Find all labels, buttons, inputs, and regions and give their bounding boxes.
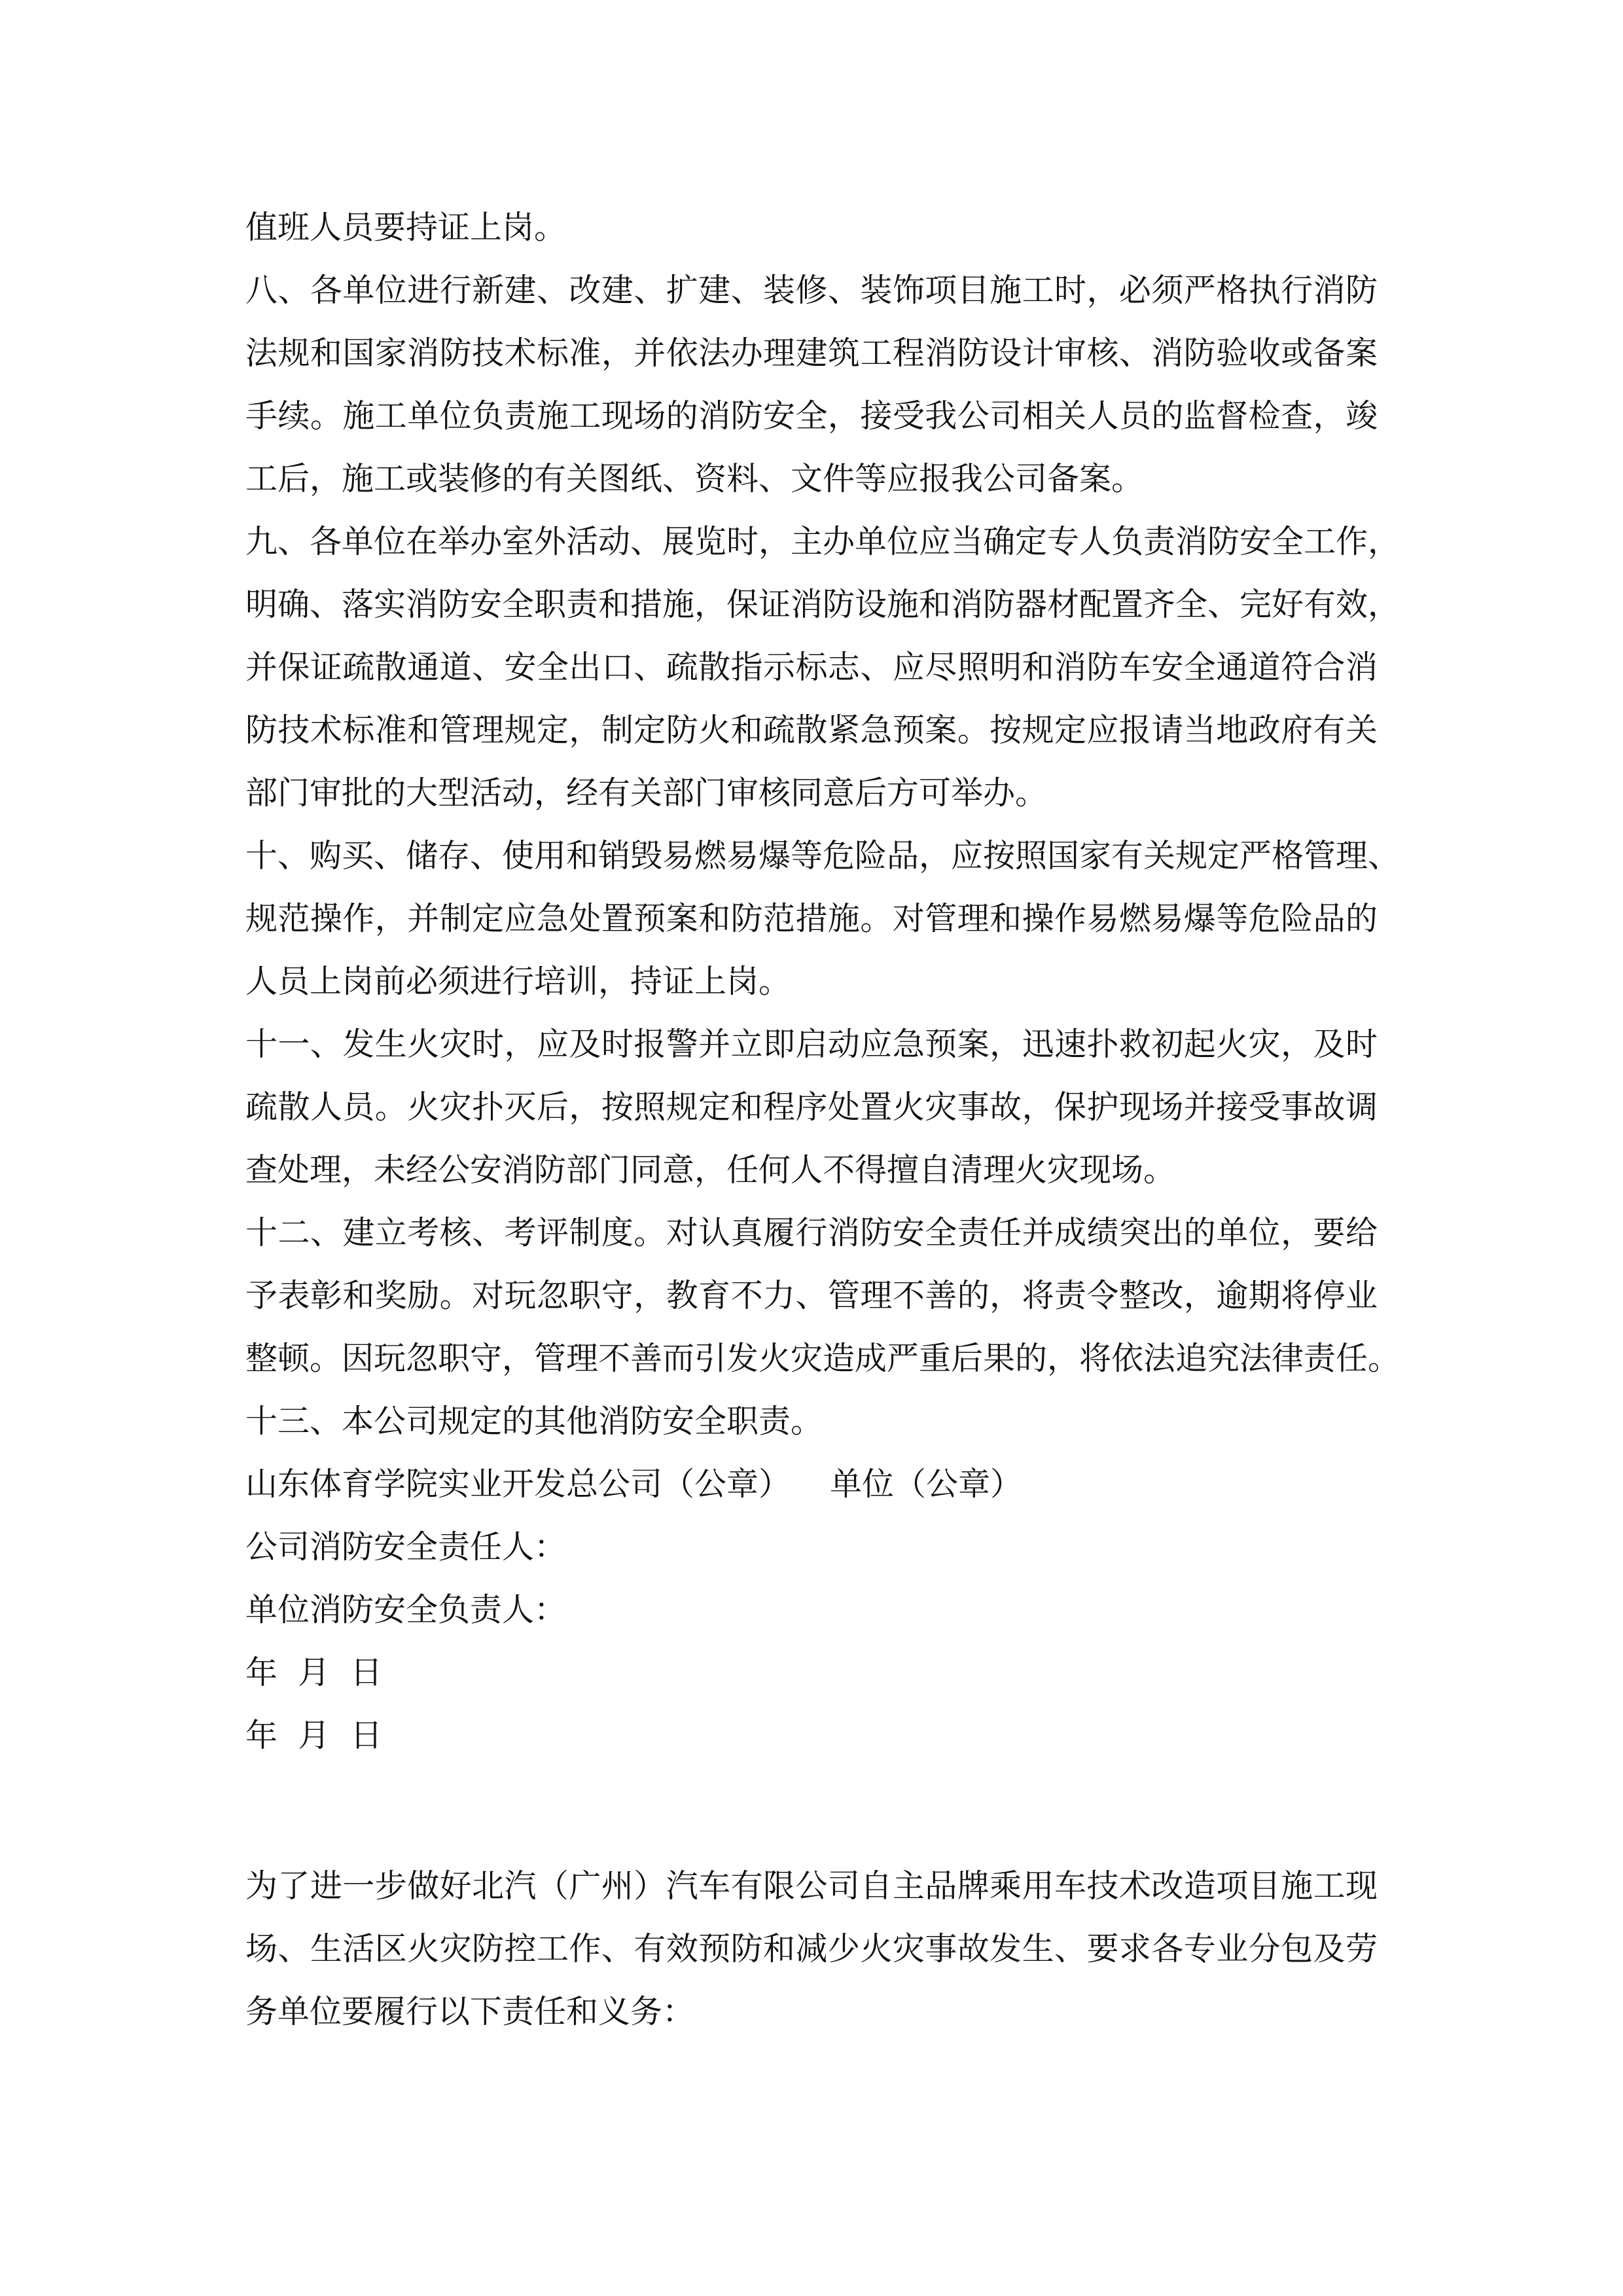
company-seal: 山东体育学院实业开发总公司（公章） [245,1465,791,1503]
intro-line: 为了进一步做好北汽（广州）汽车有限公司自主品牌乘用车技术改造项目施工现 [245,1867,1378,1905]
text-line: 规范操作，并制定应急处置预案和防范措施。对管理和操作易燃易爆等危险品的 [245,900,1378,937]
intro-line: 场、生活区火灾防控工作、有效预防和减少火灾事故发生、要求各专业分包及劳 [245,1930,1378,1967]
text-line: 八、各单位进行新建、改建、扩建、装修、装饰项目施工时，必须严格执行消防 [245,272,1378,309]
text-line: 工后，施工或装修的有关图纸、资料、文件等应报我公司备案。 [245,460,1144,497]
date-line-2: 年 月 日 [245,1717,383,1754]
date-line-1: 年 月 日 [245,1654,383,1691]
text-line: 值班人员要持证上岗。 [245,209,567,246]
text-line: 法规和国家消防技术标准，并依法办理建筑工程消防设计审核、消防验收或备案 [245,334,1378,372]
text-line: 防技术标准和管理规定，制定防火和疏散紧急预案。按规定应报请当地政府有关 [245,711,1378,749]
text-line: 予表彰和奖励。对玩忽职守，教育不力、管理不善的，将责令整改，逾期将停业 [245,1277,1378,1314]
text-line: 明确、落实消防安全职责和措施，保证消防设施和消防器材配置齐全、完好有效， [245,586,1400,623]
text-line: 十三、本公司规定的其他消防安全职责。 [245,1403,823,1440]
text-line: 人员上岗前必须进行培训，持证上岗。 [245,963,791,1000]
intro-line: 务单位要履行以下责任和义务： [245,1993,695,2030]
text-line: 整顿。因玩忽职守，管理不善而引发火灾造成严重后果的，将依法追究法律责任。 [245,1340,1400,1377]
text-line: 十、购买、储存、使用和销毁易燃易爆等危险品，应按照国家有关规定严格管理、 [245,837,1400,874]
company-responsible-person: 公司消防安全责任人： [245,1528,567,1566]
unit-responsible-person: 单位消防安全负责人： [245,1591,567,1628]
text-line: 部门审批的大型活动，经有关部门审核同意后方可举办。 [245,774,1048,812]
unit-seal: 单位（公章） [830,1465,1023,1503]
text-line: 十二、建立考核、考评制度。对认真履行消防安全责任并成绩突出的单位，要给 [245,1214,1378,1251]
text-line: 疏散人员。火灾扑灭后，按照规定和程序处置火灾事故，保护现场并接受事故调 [245,1088,1378,1126]
text-line: 手续。施工单位负责施工现场的消防安全，接受我公司相关人员的监督检查，竣 [245,397,1378,435]
text-line: 并保证疏散通道、安全出口、疏散指示标志、应尽照明和消防车安全通道符合消 [245,649,1378,686]
text-line: 查处理，未经公安消防部门同意，任何人不得擅自清理火灾现场。 [245,1151,1176,1189]
text-line: 十一、发生火灾时，应及时报警并立即启动应急预案，迅速扑救初起火灾，及时 [245,1026,1378,1063]
text-line: 九、各单位在举办室外活动、展览时，主办单位应当确定专人负责消防安全工作， [245,523,1400,560]
seal-line [245,1465,1022,1504]
